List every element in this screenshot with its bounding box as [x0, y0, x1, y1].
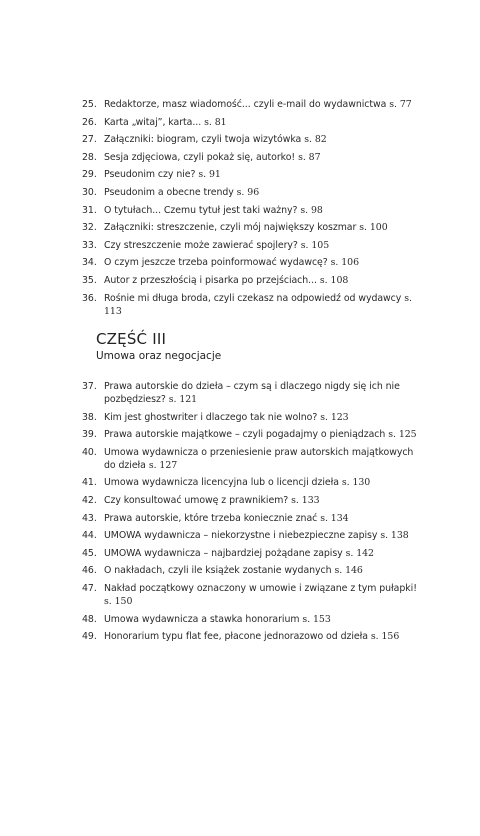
toc-entry-page: s. 106	[330, 257, 360, 269]
toc-entry	[82, 204, 422, 217]
toc-entry	[82, 494, 422, 507]
part-title: CZĘŚĆ III	[96, 330, 167, 348]
toc-entry	[82, 582, 422, 608]
toc-entry-number: 39.	[82, 429, 97, 441]
toc-list-part3	[82, 380, 422, 648]
toc-entry-page: s. 130	[341, 477, 371, 489]
toc-entry-title: Prawa autorskie majątkowe – czyli pogadajmy o pieniądzach	[104, 429, 386, 441]
toc-entry-page: s. 77	[389, 99, 412, 110]
toc-entry-body	[104, 512, 422, 525]
toc-entry-title: Załączniki: biogram, czyli twoja wizytówka	[104, 134, 302, 146]
toc-entry-body	[104, 256, 422, 269]
toc-entry-page: s. 153	[302, 613, 331, 625]
toc-entry-title: Prawa autorskie do dzieła – czym są i dlaczego nigdy się ich nie pozbędziesz?	[104, 381, 400, 405]
toc-entry-number: 35.	[82, 274, 97, 286]
toc-entry	[82, 186, 422, 199]
toc-entry-number: 41.	[82, 477, 97, 489]
toc-entry-page: s. 133	[291, 494, 320, 506]
toc-entry-title: Pseudonim czy nie?	[104, 169, 196, 181]
toc-entry	[82, 613, 422, 626]
toc-entry-body	[104, 411, 422, 424]
part-subtitle: Umowa oraz negocjacje	[96, 350, 222, 362]
toc-entry-body	[104, 274, 422, 287]
toc-entry-number: 42.	[82, 494, 97, 506]
toc-entry-body	[104, 494, 422, 507]
toc-entry	[82, 630, 422, 643]
toc-entry-body	[104, 151, 422, 164]
toc-entry-body	[104, 98, 422, 111]
toc-entry-title: UMOWA wydawnicza – najbardziej pożądane zapisy	[104, 547, 343, 559]
toc-entry-page: s. 142	[345, 547, 374, 559]
toc-entry-number: 31.	[82, 204, 97, 216]
toc-entry-page: s. 127	[148, 459, 178, 471]
toc-entry	[82, 529, 422, 542]
toc-entry-page: s. 146	[334, 565, 363, 577]
toc-entry	[82, 411, 422, 424]
toc-entry-number: 32.	[82, 222, 97, 234]
toc-entry-number: 40.	[82, 446, 97, 458]
toc-entry-body	[104, 446, 422, 472]
toc-entry-body	[104, 380, 422, 406]
toc-entry-page: s. 123	[320, 411, 349, 423]
toc-entry	[82, 116, 422, 129]
toc-entry	[82, 168, 422, 181]
toc-entry	[82, 446, 422, 472]
toc-entry-body	[104, 428, 422, 441]
toc-entry	[82, 547, 422, 560]
toc-entry-body	[104, 529, 422, 542]
toc-entry-number: 33.	[82, 239, 97, 251]
toc-entry-body	[104, 116, 422, 129]
toc-entry-title: Rośnie mi długa broda, czyli czekasz na odpowiedź od wydawcy	[104, 292, 402, 304]
toc-entry-page: s. 96	[236, 186, 260, 198]
toc-entry	[82, 380, 422, 406]
toc-entry-number: 43.	[82, 512, 97, 524]
toc-entry-body	[104, 582, 422, 608]
toc-entry	[82, 239, 422, 252]
toc-entry-title: Umowa wydawnicza o przeniesienie praw autorskich majątkowych do dzieła	[104, 446, 414, 471]
toc-entry	[82, 151, 422, 164]
toc-entry-page: s. 108	[319, 274, 349, 286]
toc-entry-body	[104, 564, 422, 577]
toc-entry-title: Autor z przeszłością i pisarka po przejściach...	[104, 274, 317, 286]
toc-entry	[82, 428, 422, 441]
toc-entry-title: Redaktorze, masz wiadomość... czyli e-mail do wydawnictwa	[104, 99, 387, 110]
toc-entry-body	[104, 186, 422, 199]
toc-entry-body	[104, 168, 422, 181]
toc-entry-title: O tytułach... Czemu tytuł jest taki ważny?	[104, 204, 298, 216]
toc-entry-body	[104, 221, 422, 234]
toc-entry-number: 49.	[82, 631, 97, 643]
toc-entry-number: 25.	[82, 99, 97, 110]
toc-entry-title: O nakładach, czyli ile książek zostanie wydanych	[104, 565, 332, 577]
toc-entry	[82, 98, 422, 111]
toc-entry-page: s. 100	[359, 222, 388, 234]
toc-entry-title: Załączniki: streszczenie, czyli mój największy koszmar	[104, 222, 357, 234]
toc-entry-number: 38.	[82, 411, 97, 423]
toc-entry-number: 29.	[82, 169, 97, 181]
toc-entry-title: Czy streszczenie może zawierać spojlery?	[104, 239, 298, 251]
toc-entry-body	[104, 476, 422, 489]
toc-entry-page: s. 138	[380, 530, 409, 542]
toc-entry-page: s. 81	[204, 116, 227, 128]
toc-entry-title: Karta „witaj”, karta...	[104, 116, 202, 128]
toc-entry-title: Czy konsultować umowę z prawnikiem?	[104, 494, 289, 506]
toc-entry-number: 30.	[82, 186, 97, 198]
toc-entry-page: s. 105	[300, 239, 330, 251]
toc-entry-page: s. 113	[104, 292, 412, 317]
toc-entry	[82, 256, 422, 269]
toc-entry-title: Prawa autorskie, które trzeba koniecznie znać	[104, 512, 318, 524]
toc-entry	[82, 292, 422, 318]
toc-entry-number: 36.	[82, 292, 97, 304]
toc-entry-page: s. 121	[168, 394, 198, 405]
toc-entry	[82, 221, 422, 234]
toc-entry-number: 47.	[82, 582, 97, 594]
toc-entry	[82, 476, 422, 489]
toc-entry-page: s. 134	[320, 512, 349, 524]
toc-list-part2	[82, 98, 422, 322]
toc-entry-title: Pseudonim a obecne trendy	[104, 186, 234, 198]
toc-entry-page: s. 98	[300, 204, 323, 216]
toc-entry-number: 34.	[82, 257, 97, 269]
toc-entry-number: 26.	[82, 116, 97, 128]
toc-entry-title: Kim jest ghostwriter i dlaczego tak nie wolno?	[104, 411, 318, 423]
toc-entry-body	[104, 630, 422, 643]
toc-entry-number: 45.	[82, 547, 97, 559]
toc-entry-body	[104, 547, 422, 560]
toc-entry	[82, 274, 422, 287]
toc-entry-body	[104, 239, 422, 252]
toc-entry	[82, 564, 422, 577]
toc-entry-page: s. 150	[104, 595, 133, 607]
toc-entry-title: Honorarium typu flat fee, płacone jednorazowo od dzieła	[104, 631, 368, 643]
toc-entry-body	[104, 613, 422, 626]
toc-entry-number: 48.	[82, 613, 97, 625]
toc-entry-number: 28.	[82, 151, 97, 163]
toc-entry-page: s. 82	[304, 134, 327, 146]
toc-entry-title: O czym jeszcze trzeba poinformować wydawcę?	[104, 257, 328, 269]
toc-entry-number: 46.	[82, 565, 97, 577]
toc-entry-page: s. 91	[198, 169, 221, 181]
toc-entry-number: 27.	[82, 134, 97, 146]
toc-entry-title: Nakład początkowy oznaczony w umowie i związane z tym pułapki!	[104, 582, 417, 594]
toc-entry	[82, 133, 422, 146]
toc-entry-page: s. 156	[370, 631, 400, 643]
toc-entry-number: 44.	[82, 530, 97, 542]
toc-entry-body	[104, 204, 422, 217]
toc-entry-body	[104, 292, 422, 318]
toc-entry-title: Umowa wydawnicza licencyjna lub o licencji dzieła	[104, 477, 339, 489]
toc-entry-title: Umowa wydawnicza a stawka honorarium	[104, 613, 300, 625]
toc-entry-page: s. 87	[298, 151, 321, 163]
toc-entry-title: UMOWA wydawnicza – niekorzystne i niebezpieczne zapisy	[104, 530, 378, 542]
toc-entry-title: Sesja zdjęciowa, czyli pokaż się, autorko!	[104, 151, 296, 163]
toc-entry-number: 37.	[82, 381, 97, 392]
toc-entry-page: s. 125	[388, 429, 417, 441]
toc-entry-body	[104, 133, 422, 146]
toc-entry	[82, 512, 422, 525]
